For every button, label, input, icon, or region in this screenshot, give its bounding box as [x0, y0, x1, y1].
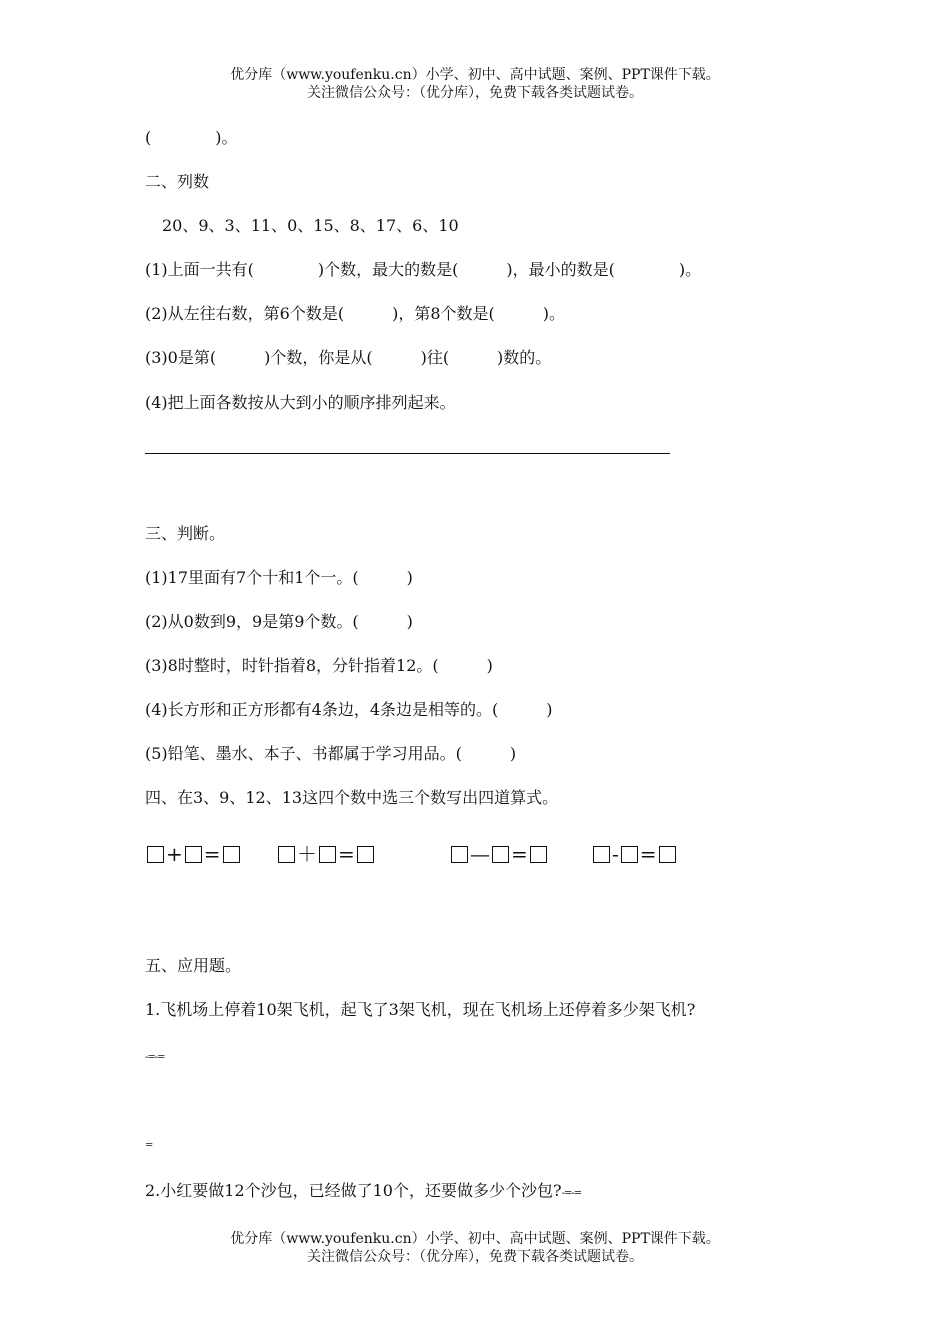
- operator: +: [166, 842, 183, 866]
- blank-box[interactable]: [451, 846, 468, 863]
- blank-box[interactable]: [185, 846, 202, 863]
- equation-1: [147, 843, 240, 865]
- footer-line-2: 关注微信公众号：（优分库），免费下载各类试题试卷。: [307, 1249, 643, 1265]
- header-line-2: 关注微信公众号：（优分库），免费下载各类试题试卷。: [307, 85, 643, 101]
- question-3-3: (3)8时整时，时针指着8，分针指着12。( ): [145, 656, 493, 675]
- section-3-title: 三、判断。: [145, 524, 226, 543]
- blank-box[interactable]: [621, 846, 638, 863]
- question-2-4: (4)把上面各数按从大到小的顺序排列起来。: [145, 393, 456, 412]
- blank-box[interactable]: [530, 846, 547, 863]
- operator: ＋: [297, 842, 317, 866]
- operator: -: [612, 842, 619, 866]
- equation-3: [451, 843, 547, 865]
- question-3-1: (1)17里面有7个十和1个一。( ): [145, 568, 413, 587]
- answer-rule-line: [145, 453, 670, 454]
- blank-box[interactable]: [278, 846, 295, 863]
- equals: =: [639, 842, 657, 866]
- formula-mark: -=-=: [561, 1188, 582, 1199]
- blank-box[interactable]: [223, 846, 240, 863]
- question-2-3: (3)0是第( )个数，你是从( )往( )数的。: [145, 348, 552, 367]
- operator: —: [470, 842, 490, 866]
- section-4-title: 四、在3、9、12、13这四个数中选三个数写出四道算式。: [145, 788, 559, 807]
- question-2-1: (1)上面一共有( )个数，最大的数是( )，最小的数是( )。: [145, 260, 702, 279]
- question-3-5: (5)铅笔、墨水、本子、书都属于学习用品。( ): [145, 744, 517, 763]
- number-list: 20、9、3、11、0、15、8、17、6、10: [162, 216, 459, 235]
- equals: =: [338, 842, 355, 866]
- question-5-2-text: 2.小红要做12个沙包，已经做了10个，还要做多少个沙包?: [145, 1181, 562, 1200]
- footer-line-1: 优分库（www.youfenku.cn）小学、初中、高中试题、案例、PPT课件下载。: [230, 1231, 720, 1247]
- blank-box[interactable]: [593, 846, 610, 863]
- question-5-2: [145, 1181, 581, 1204]
- blank-box[interactable]: [319, 846, 336, 863]
- question-3-4: (4)长方形和正方形都有4条边，4条边是相等的。( ): [145, 700, 553, 719]
- formula-mark: =: [145, 1140, 153, 1151]
- page-header: [0, 66, 950, 102]
- header-line-1: 优分库（www.youfenku.cn）小学、初中、高中试题、案例、PPT课件下载。: [230, 67, 720, 83]
- equals: =: [511, 842, 528, 866]
- section-5-title: 五、应用题。: [145, 956, 242, 975]
- equals: =: [203, 842, 221, 866]
- blank-box[interactable]: [147, 846, 164, 863]
- question-2-2: (2)从左往右数，第6个数是( )，第8个数是( )。: [145, 304, 565, 323]
- blank-box[interactable]: [357, 846, 374, 863]
- equation-4: [593, 843, 676, 865]
- blank-box[interactable]: [492, 846, 509, 863]
- question-5-1: 1.飞机场上停着10架飞机，起飞了3架飞机，现在飞机场上还停着多少架飞机?: [145, 1000, 696, 1019]
- blank-box[interactable]: [659, 846, 676, 863]
- question-3-2: (2)从0数到9，9是第9个数。( ): [145, 612, 413, 631]
- section-2-title: 二、列数: [145, 172, 210, 191]
- page-footer: [0, 1230, 950, 1266]
- blank-answer-line: ( )。: [145, 128, 238, 147]
- equation-2: [278, 843, 374, 865]
- formula-mark: -=-=: [145, 1052, 165, 1063]
